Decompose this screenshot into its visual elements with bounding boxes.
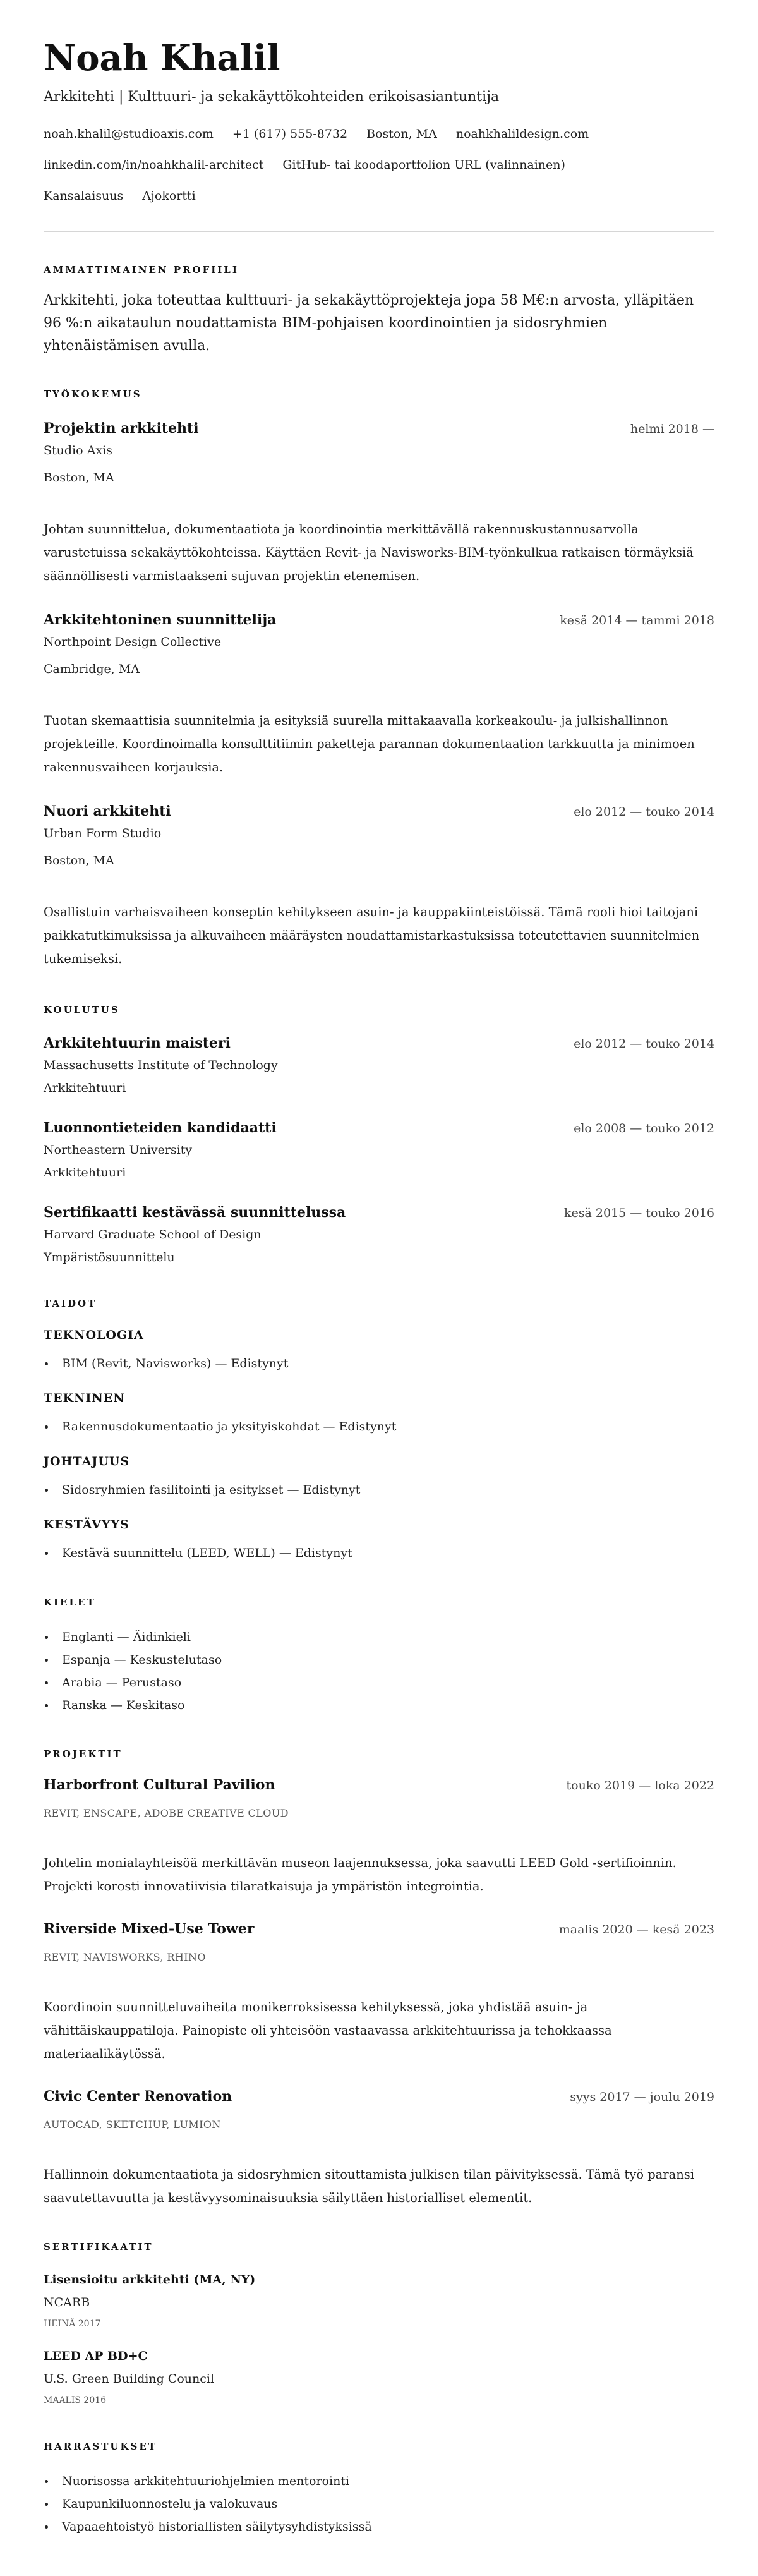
section-title: SERTIFIKAATIT — [44, 2241, 153, 2252]
language-list — [44, 1626, 714, 1717]
contact-row — [44, 119, 714, 150]
skill-list — [44, 1415, 714, 1438]
experience-entry — [44, 802, 714, 971]
field-of-study: Arkkitehtuuri — [44, 1081, 126, 1095]
hobby-item: Vapaaehtoistyö historiallisten säilytysyhdistyksissä — [44, 2515, 714, 2538]
certification-date: HEINÄ 2017 — [44, 2319, 101, 2329]
entry-header — [44, 2087, 714, 2107]
skill-list — [44, 1478, 714, 1501]
project-technologies: REVIT, NAVISWORKS, RHINO — [44, 1951, 206, 1963]
section-title: HARRASTUKSET — [44, 2441, 157, 2452]
profile-summary: Arkkitehti, joka toteuttaa kulttuuri- ja sekakäyttöprojekteja jopa 58 M€:n arvosta, ylläpitäen 96 %:n aikataulun noudattamista BIM-pohjaisen koordinointien ja sidosryhmien yhtenäistämisen avulla. — [44, 293, 694, 354]
project-technologies: REVIT, ENSCAPE, ADOBE CREATIVE CLOUD — [44, 1807, 289, 1819]
section-title: AMMATTIMAINEN PROFIILI — [44, 264, 239, 275]
hobby-item: Kaupunkiluonnostelu ja valokuvaus — [44, 2493, 714, 2515]
job-dates: kesä 2014 — tammi 2018 — [560, 614, 714, 627]
hobbies-section — [44, 2440, 714, 2538]
linkedin-link[interactable]: linkedin.com/in/noahkhalil-architect — [44, 158, 264, 172]
field-of-study: Ympäristösuunnittelu — [44, 1250, 175, 1264]
project-title: Riverside Mixed-Use Tower — [44, 1921, 255, 1937]
job-location: Boston, MA — [44, 854, 114, 868]
certification-title: Lisensioitu arkkitehti (MA, NY) — [44, 2273, 256, 2287]
project-dates: syys 2017 — joulu 2019 — [570, 2090, 714, 2104]
certification-date: MAALIS 2016 — [44, 2395, 107, 2405]
entry-header — [44, 610, 714, 630]
citizenship: Kansalaisuus — [44, 189, 124, 203]
section-title: TYÖKOKEMUS — [44, 389, 142, 400]
job-description: Tuotan skemaattisia suunnitelmia ja esityksiä suurella mittakaavalla korkeakoulu- ja julkishallinnon projekteille. Koordinoimalla konsulttitiimin paketteja parannan dokumentaation tarkkuutta ja minimoen rakennusvaiheen korjauksia. — [44, 713, 695, 775]
certifications-section — [44, 2240, 714, 2408]
job-description: Osallistuin varhaisvaiheen konseptin kehitykseen asuin- ja kauppakiinteistöissä. Tämä rooli hioi taitojani paikkatutkimuksissa ja alkuvaiheen määräysten noudattamistarkastuksissa toteutettavien suunnitelmien tukemiseksi. — [44, 905, 700, 966]
field-of-study: Arkkitehtuuri — [44, 1166, 126, 1180]
hobby-list — [44, 2470, 714, 2538]
project-dates: touko 2019 — loka 2022 — [566, 1779, 714, 1793]
contact-info — [44, 119, 714, 212]
profile-section — [44, 263, 714, 358]
certification-entry — [44, 2347, 714, 2408]
company: Urban Form Studio — [44, 826, 162, 840]
job-location: Boston, MA — [44, 471, 114, 485]
entry-header — [44, 1920, 714, 1939]
phone-number: +1 (617) 555-8732 — [232, 127, 348, 141]
job-dates: helmi 2018 — — [630, 422, 714, 436]
education-section — [44, 1003, 714, 1268]
email-link[interactable]: noah.khalil@studioaxis.com — [44, 127, 214, 141]
languages-section — [44, 1596, 714, 1717]
school: Northeastern University — [44, 1143, 193, 1157]
contact-row — [44, 150, 714, 181]
project-technologies: AUTOCAD, SKETCHUP, LUMION — [44, 2119, 221, 2131]
certification-issuer: NCARB — [44, 2295, 90, 2309]
entry-header — [44, 1118, 714, 1138]
project-title: Civic Center Renovation — [44, 2088, 232, 2105]
school: Harvard Graduate School of Design — [44, 1228, 262, 1242]
certification-entry — [44, 2271, 714, 2331]
project-entry — [44, 1920, 714, 2065]
skill-category: TEKNINEN — [44, 1391, 125, 1405]
language-item: Espanja — Keskustelutaso — [44, 1648, 714, 1671]
project-entry — [44, 1775, 714, 1898]
website-link[interactable]: noahkhalildesign.com — [455, 127, 589, 141]
education-entry — [44, 1034, 714, 1099]
github-link[interactable]: GitHub- tai koodaportfolion URL (valinnainen) — [282, 158, 565, 172]
skill-item: Kestävä suunnittelu (LEED, WELL) — Edistynyt — [44, 1542, 714, 1564]
skill-item: Rakennusdokumentaatio ja yksityiskohdat — Edistynyt — [44, 1415, 714, 1438]
degree: Luonnontieteiden kandidaatti — [44, 1120, 277, 1136]
header-divider — [44, 231, 714, 232]
hobby-item: Nuorisossa arkkitehtuuriohjelmien mentorointi — [44, 2470, 714, 2493]
section-title: KIELET — [44, 1597, 96, 1608]
company: Northpoint Design Collective — [44, 635, 222, 649]
entry-header — [44, 1775, 714, 1795]
candidate-name: Noah Khalil — [44, 37, 280, 79]
skill-category: JOHTAJUUS — [44, 1454, 130, 1468]
education-dates: kesä 2015 — touko 2016 — [564, 1206, 714, 1220]
drivers-license: Ajokortti — [142, 189, 196, 203]
contact-row — [44, 181, 714, 212]
experience-entry — [44, 419, 714, 588]
project-entry — [44, 2087, 714, 2210]
language-item: Arabia — Perustaso — [44, 1671, 714, 1694]
entry-header — [44, 1034, 714, 1053]
degree: Sertifikaatti kestävässä suunnittelussa — [44, 1204, 346, 1221]
projects-section — [44, 1748, 714, 2210]
location: Boston, MA — [366, 127, 437, 141]
language-item: Englanti — Äidinkieli — [44, 1626, 714, 1648]
entry-header — [44, 419, 714, 438]
experience-section — [44, 388, 714, 971]
section-title: PROJEKTIT — [44, 1748, 123, 1760]
skill-category: TEKNOLOGIA — [44, 1328, 144, 1342]
project-description: Koordinoin suunnitteluvaiheita monikerroksisessa kehityksessä, joka yhdistää asuin- ja vähittäiskauppatiloja. Painopiste oli yhteisöön vastaavassa arkkitehtuurissa ja tehokkaassa materiaalikäytössä. — [44, 2000, 612, 2061]
certification-title: LEED AP BD+C — [44, 2349, 148, 2363]
job-title: Nuori arkkitehti — [44, 803, 171, 819]
candidate-headline: Arkkitehti | Kulttuuri- ja sekakäyttökohteiden erikoisasiantuntija — [44, 89, 500, 105]
job-dates: elo 2012 — touko 2014 — [574, 805, 714, 819]
education-entry — [44, 1118, 714, 1183]
skill-category: KESTÄVYYS — [44, 1518, 129, 1532]
project-title: Harborfront Cultural Pavilion — [44, 1777, 275, 1793]
job-description: Johtan suunnittelua, dokumentaatiota ja koordinointia merkittävällä rakennuskustannusarvolla varustetuissa sekakäyttökohteissa. Käyttäen Revit- ja Navisworks-BIM-työnkulkua ratkaisen törmäyksiä säännöllisesti varmistaakseni sujuvan projektin etenemisen. — [44, 522, 694, 583]
education-dates: elo 2008 — touko 2012 — [574, 1122, 714, 1135]
language-item: Ranska — Keskitaso — [44, 1694, 714, 1717]
project-dates: maalis 2020 — kesä 2023 — [558, 1923, 714, 1937]
entry-header — [44, 1203, 714, 1223]
section-title: TAIDOT — [44, 1298, 97, 1309]
skill-list — [44, 1352, 714, 1375]
job-location: Cambridge, MA — [44, 662, 140, 676]
section-title: KOULUTUS — [44, 1004, 120, 1015]
resume-header — [44, 38, 714, 232]
certification-issuer: U.S. Green Building Council — [44, 2372, 215, 2386]
skill-item: BIM (Revit, Navisworks) — Edistynyt — [44, 1352, 714, 1375]
skills-section — [44, 1297, 714, 1564]
skill-list — [44, 1542, 714, 1564]
school: Massachusetts Institute of Technology — [44, 1058, 278, 1072]
project-description: Johtelin monialayhteisöä merkittävän museon laajennuksessa, joka saavutti LEED Gold -sertifioinnin. Projekti korosti innovatiivisia tilaratkaisuja ja ympäristön integrointia. — [44, 1856, 677, 1894]
education-entry — [44, 1203, 714, 1268]
job-title: Arkkitehtoninen suunnittelija — [44, 612, 277, 628]
job-title: Projektin arkkitehti — [44, 420, 199, 437]
education-dates: elo 2012 — touko 2014 — [574, 1037, 714, 1051]
entry-header — [44, 802, 714, 821]
project-description: Hallinnoin dokumentaatiota ja sidosryhmien sitouttamista julkisen tilan päivityksessä. Tämä työ paransi saavutettavuutta ja kestävyysominaisuuksia säilyttäen historialliset elementit. — [44, 2167, 695, 2205]
degree: Arkkitehtuurin maisteri — [44, 1035, 231, 1051]
skill-item: Sidosryhmien fasilitointi ja esitykset — Edistynyt — [44, 1478, 714, 1501]
company: Studio Axis — [44, 444, 112, 457]
experience-entry — [44, 610, 714, 779]
